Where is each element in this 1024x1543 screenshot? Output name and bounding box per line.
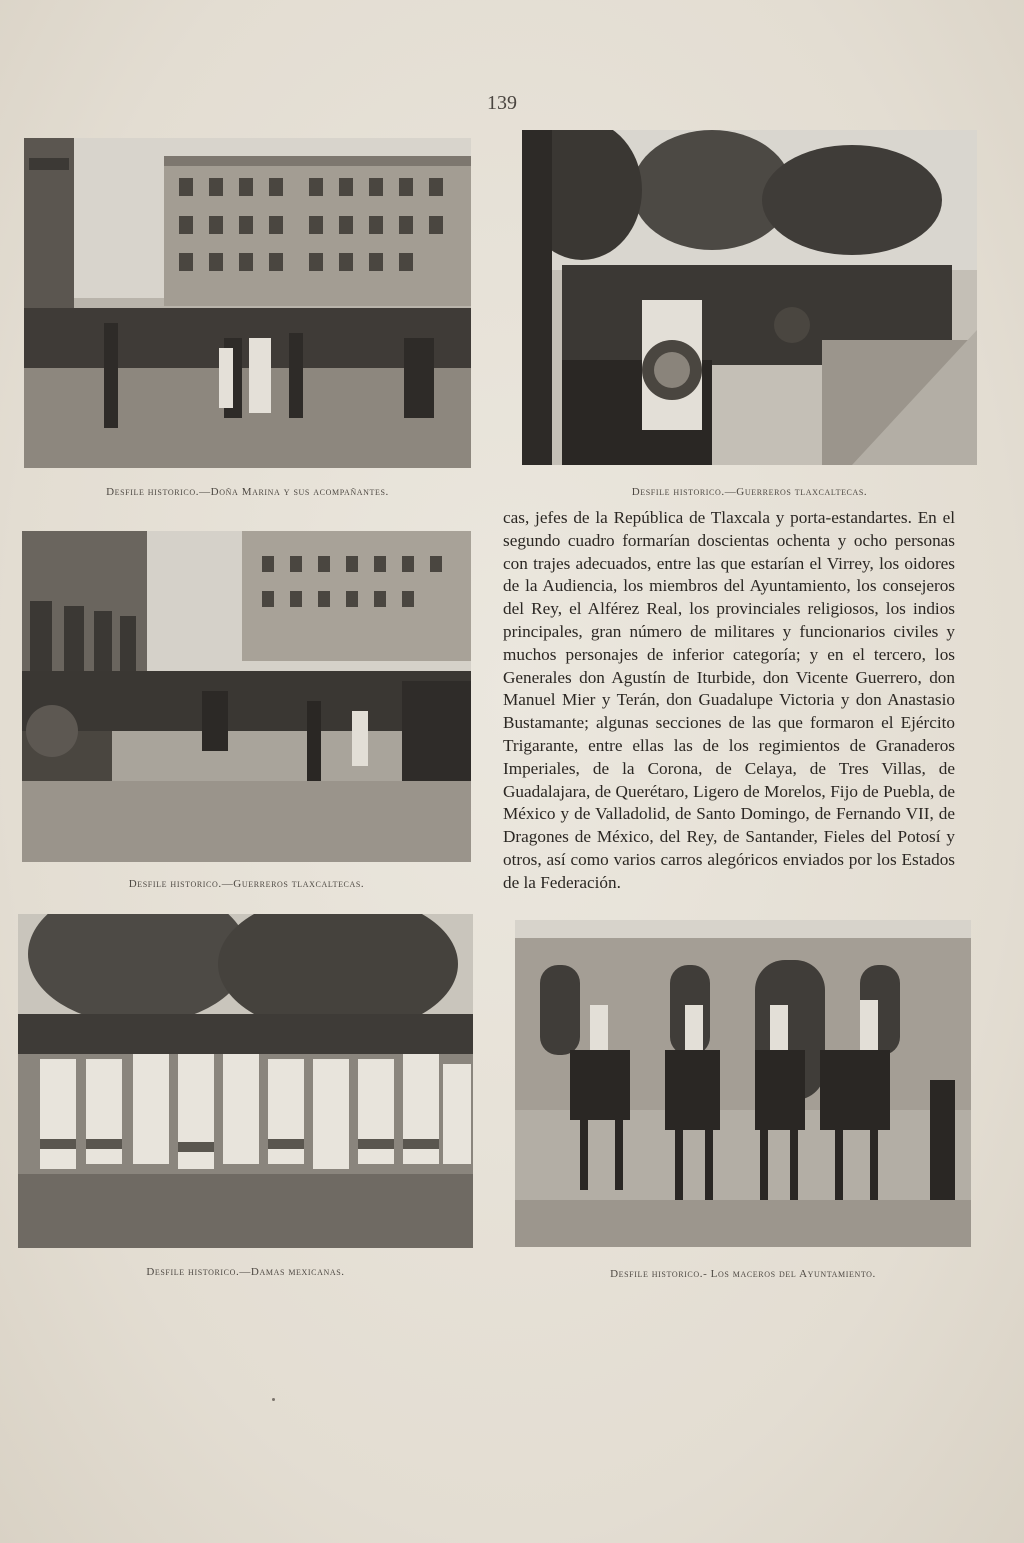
page-number: 139 (487, 92, 517, 114)
photo-caption: Desfile historico.—Doña Marina y sus acompañantes. (106, 486, 389, 498)
photo-maceros-ayuntamiento (515, 920, 971, 1247)
paper-speck (272, 1398, 275, 1401)
photo-damas-mexicanas (18, 914, 473, 1248)
photo-caption: Desfile historico.—Guerreros tlaxcaltecas. (128, 878, 365, 890)
body-text (503, 507, 955, 895)
photo-guerreros-tlaxcaltecas-2 (22, 531, 471, 862)
photo-caption: Desfile historico.—Guerreros tlaxcaltecas. (631, 486, 868, 498)
photo-guerreros-tlaxcaltecas-1 (522, 130, 977, 465)
photo-caption: Desfile historico.—Damas mexicanas. (146, 1266, 345, 1278)
photo-dona-marina (24, 138, 471, 468)
photo-caption: Desfile historico.- Los maceros del Ayuntamiento. (610, 1268, 876, 1280)
body-paragraph: cas, jefes de la República de Tlaxcala y porta-estandartes. En el segundo cuadro formarían doscientas ochenta y ocho personas con trajes adecuados, entre las que estarían el Virrey, los oidores de la Audiencia, los miembros del Ayuntamiento, los consejeros del Rey, el Alférez Real, los provinciales religiosos, los indios principales, gran número de militares y funcionarios civiles y muchos personajes de inferior categoría; y en el tercero, los Generales don Agustín de Iturbide, don Vicente Guerrero, don Manuel Mier y Terán, don Guadalupe Victoria y don Anastasio Bustamante; algunas secciones de las que formaron el Ejército Trigarante, entre ellas las de los regimientos de Granaderos Imperiales, de la Corona, de Celaya, de Tres Villas, de Guadalajara, de Querétaro, Ligero de Morelos, Fijo de Puebla, de México y de Valladolid, de Santo Domingo, de Fernando VII, de Dragones de México, del Rey, de Santander, Fieles del Potosí y otros, así como varios carros alegóricos enviados por los Estados de la Federación. (503, 508, 955, 892)
